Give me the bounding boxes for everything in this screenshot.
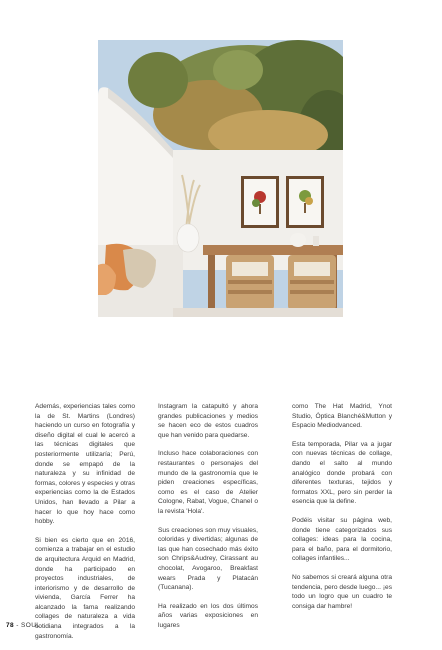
page-number: 78 <box>6 622 15 629</box>
text-column-3 <box>292 402 392 620</box>
text-column-2 <box>158 402 258 639</box>
framed-print-2 <box>286 176 324 228</box>
paragraph: Instagram la catapultó y ahora grandes publicaciones y medios se hacen eco de estos cuadros que han venido para quedarse. <box>158 403 258 439</box>
paragraph: Además, experiencias tales como la de St. Martins (Londres) haciendo un curso en fotografía y diseño digital el cual le acercó a las técnicas digitales que posteriormente utilizaría; Perú, donde se empapó de la naturaleza y su infinidad de formas, colores y especies y otras experiencias como la de Estados Unidos, han llevado a Pilar a hacer lo que hoy hace como hobby. <box>35 403 135 526</box>
page-folio <box>6 622 40 629</box>
folio-separator: - <box>14 622 22 629</box>
terrace-dining-scene <box>98 40 343 317</box>
text-column-1 <box>35 402 135 650</box>
magazine-name: SOUL <box>21 622 41 629</box>
paragraph: Ha realizado en los dos últimos años varias exposiciones en lugares <box>158 602 258 629</box>
paragraph: Si bien es cierto que en 2016, comienza a trabajar en el estudio de arquitectura Arquid en Madrid, donde ha participado en proyectos industriales, de interiorismo y de desarrollo de vivienda, García Ferrer ha alcanzado la fama realizando collages de naturaleza a vida cotidiana integrados a la gastronomía. <box>35 536 135 640</box>
paragraph: Sus creaciones son muy visuales, coloridas y divertidas; algunas de las que han cosechado más éxito son Chrips&Audrey, Cirassant au chocolat, Avogaroo, Breakfast wears Prada y Platacán (Tucanana). <box>158 526 258 592</box>
paragraph: Podéis visitar su página web, donde tiene categorizados sus collages: ideas para la cocina, para el baño, para el dormitorio, collages infantiles... <box>292 516 392 563</box>
hero-photo <box>98 40 343 317</box>
paragraph: como The Hat Madrid, Ynot Studio, Óptica Blanché&Mutton y Espacio Mediodvanced. <box>292 403 392 430</box>
framed-print-1 <box>241 176 279 228</box>
paragraph: Incluso hace colaboraciones con restaurantes o personajes del mundo de la gastronomía que le piden creaciones específicas, como es el caso de Atelier Cologne, Rabat, Vogue, Chanel o la revista 'Hola'. <box>158 450 258 515</box>
paragraph: Esta temporada, Pilar va a jugar con nuevas técnicas de collage, dando el salto al mundo analógico donde probará con diferentes texturas, tejidos y formatos XXL, pero sin perder la esencia que la define. <box>292 440 392 506</box>
paragraph: No sabemos si creará alguna otra tendencia, pero desde luego... ¡es todo un logro que un cuadro te consiga dar hambre! <box>292 573 392 610</box>
